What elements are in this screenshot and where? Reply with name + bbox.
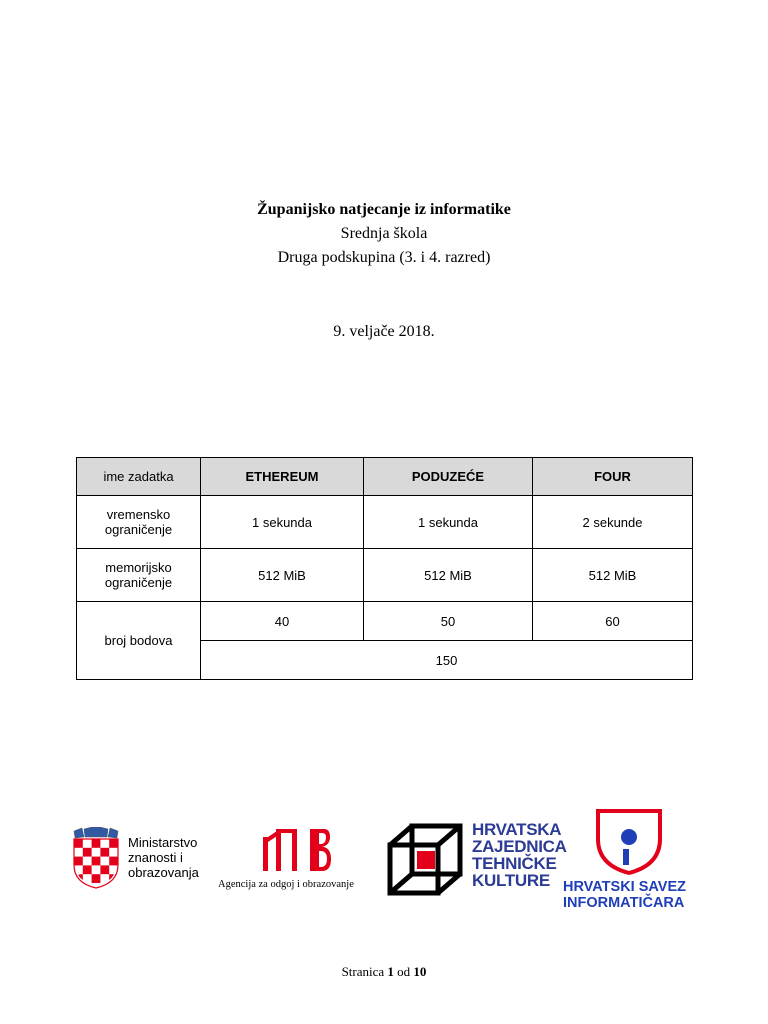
points-label: broj bodova: [77, 602, 201, 680]
memory-limit-cell: 512 MiB: [533, 549, 693, 602]
competition-date: 9. veljače 2018.: [333, 323, 435, 340]
sponsor-logos: [0, 805, 768, 915]
hztk-line: HRVATSKA: [472, 820, 562, 839]
hztk-line: TEHNIČKE: [472, 854, 557, 873]
ministry-line: obrazovanja: [128, 865, 199, 880]
page-footer: [0, 964, 768, 980]
points-cell: 60: [533, 602, 693, 641]
school-level: Srednja škola: [340, 225, 428, 242]
croatian-coat-of-arms-icon: [70, 827, 122, 889]
table-row: [77, 496, 693, 549]
ministry-line: znanosti i: [128, 850, 183, 865]
ministry-line: Ministarstvo: [128, 835, 198, 850]
hsi-emblem-icon: [560, 809, 710, 875]
footer-middle: od: [397, 964, 411, 979]
current-page: 1: [387, 964, 394, 979]
table-row: [77, 549, 693, 602]
hsi-line: HRVATSKI SAVEZ: [563, 879, 686, 895]
total-pages: 10: [413, 964, 427, 979]
document-header: [0, 198, 768, 270]
hsi-logo: [560, 809, 710, 909]
time-limit-cell: 1 sekunda: [201, 496, 364, 549]
hsi-line: INFORMATIČARA: [563, 895, 685, 911]
label-line: ograničenje: [104, 522, 173, 537]
total-points-cell: 150: [201, 641, 693, 680]
time-limit-cell: 1 sekunda: [364, 496, 533, 549]
points-cell: 50: [364, 602, 533, 641]
header-label: ime zadatka: [77, 458, 201, 496]
table-header-row: [77, 458, 693, 496]
hztk-line: KULTURE: [472, 871, 550, 890]
agency-name: Agencija za odgoj i obrazovanje: [218, 879, 354, 890]
subgroup: Druga podskupina (3. i 4. razred): [277, 249, 491, 266]
table-row: [77, 602, 693, 641]
hztk-line: ZAJEDNICA: [472, 837, 567, 856]
hztk-name: [472, 821, 567, 889]
memory-limit-cell: 512 MiB: [364, 549, 533, 602]
label-line: vremensko: [106, 507, 171, 522]
memory-limit-label: [77, 549, 201, 602]
hztk-logo: [386, 820, 567, 903]
footer-prefix: Stranica: [341, 964, 385, 979]
tasks-table: [76, 457, 693, 680]
hsi-name: [563, 879, 686, 911]
time-limit-cell: 2 sekunde: [533, 496, 693, 549]
label-line: memorijsko: [105, 560, 172, 575]
task-name: PODUZEĆE: [364, 458, 533, 496]
label-line: ograničenje: [104, 575, 173, 590]
task-name: FOUR: [533, 458, 693, 496]
time-limit-label: [77, 496, 201, 549]
ministry-name: [128, 835, 199, 880]
task-name: ETHEREUM: [201, 458, 364, 496]
points-cell: 40: [201, 602, 364, 641]
agency-logo: [218, 815, 378, 890]
memory-limit-cell: 512 MiB: [201, 549, 364, 602]
competition-title: Županijsko natjecanje iz informatike: [257, 201, 511, 218]
cube-icon: [386, 823, 470, 901]
agency-mark-icon: [218, 815, 378, 875]
ministry-logo: [70, 827, 220, 887]
